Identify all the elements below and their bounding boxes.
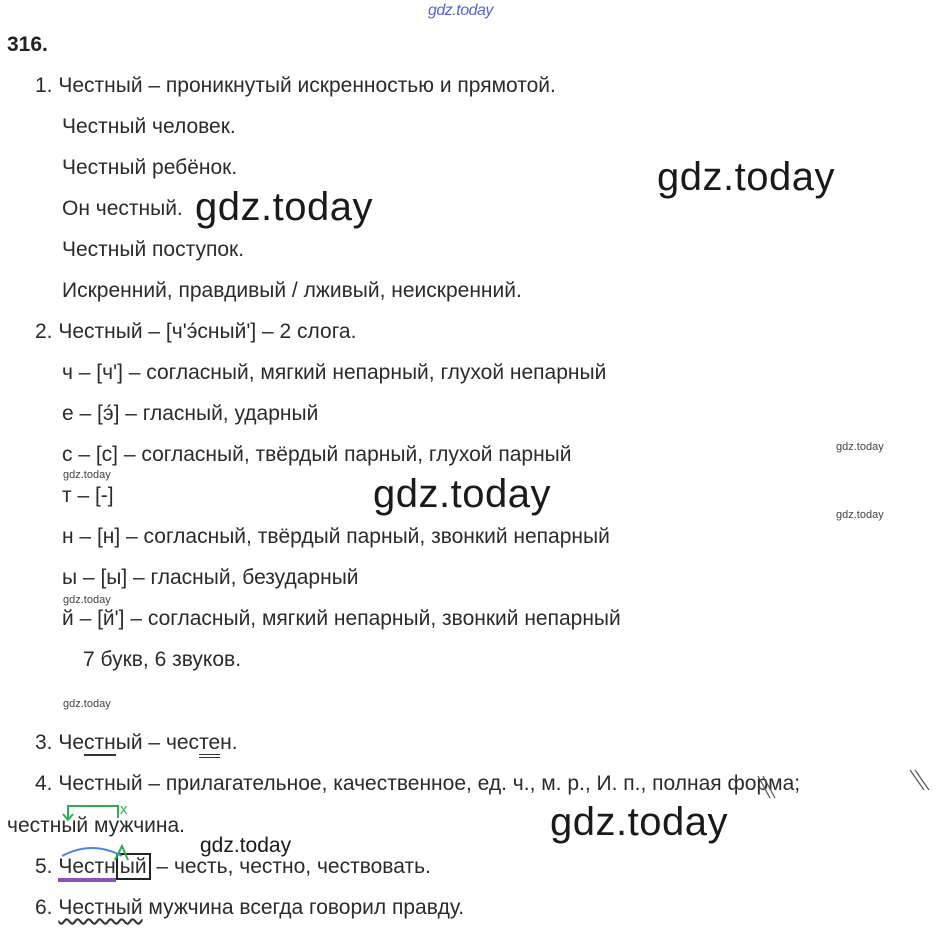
watermark-large: gdz.today [195, 185, 373, 229]
watermark-large: gdz.today [373, 472, 551, 516]
example-line: Честный человек. [62, 115, 236, 138]
phonetic-row: т – [-] [62, 484, 114, 507]
item-number: 3. [35, 731, 53, 754]
watermark-large: gdz.today [550, 800, 728, 844]
watermark-small: gdz.today [836, 441, 884, 453]
consonant-cluster-underlined: стн [84, 731, 116, 754]
synonyms-line: Искренний, правдивый / лживый, неискренний. [62, 279, 522, 302]
item-number: 1. [35, 74, 53, 97]
check-letters-underlined: те [199, 731, 220, 758]
phrase-line: честный мужчина. [7, 814, 185, 837]
dependent-mark: х [120, 801, 128, 818]
phonetic-row: н – [н] – согласный, твёрдый парный, звонкий непарный [62, 525, 610, 548]
word-ending: ый [116, 853, 151, 880]
item-number: 2. [35, 320, 53, 343]
dependency-arrow-icon [63, 806, 118, 820]
word-part: ый – чес [115, 731, 200, 754]
watermark-large: gdz.today [657, 155, 835, 199]
hatch-marks [758, 770, 929, 798]
word-part: Че [58, 731, 85, 754]
root-arc-icon [62, 848, 122, 856]
item-number: 6. [35, 896, 53, 919]
word-root: Честн [58, 855, 115, 882]
transcription-header: Честный – [ч'э́сный'] – 2 слога. [58, 320, 357, 343]
sentence-rest: мужчина всегда говорил правду. [142, 896, 465, 919]
task-number: 316. [7, 33, 48, 56]
subject-wavy-underline: Честный [58, 896, 143, 919]
letters-sounds-summary: 7 букв, 6 звуков. [83, 648, 242, 671]
watermark-small: gdz.today [836, 509, 884, 521]
watermark-small: gdz.today [63, 469, 111, 481]
phonetic-row: с – [с] – согласный, твёрдый парный, глухой парный [62, 443, 572, 466]
item-number: 4. [35, 772, 53, 795]
example-line: Честный поступок. [62, 238, 245, 261]
example-line: Он честный. [62, 197, 183, 220]
example-line: Честный ребёнок. [62, 156, 238, 179]
watermark-small: gdz.today [63, 698, 111, 710]
definition-text: Честный – проникнутый искренностью и прямотой. [58, 74, 556, 97]
watermark-medium: gdz.today [200, 834, 292, 857]
item-number: 5. [35, 855, 53, 878]
morphology-text: Честный – прилагательное, качественное, ед. ч., м. р., И. п., полная форма; [58, 772, 801, 795]
related-words: – честь, честно, чествовать. [150, 855, 431, 878]
phonetic-row: ы – [ы] – гласный, безударный [62, 566, 359, 589]
watermark-top: gdz.today [428, 2, 493, 19]
phonetic-row: е – [э́] – гласный, ударный [62, 402, 319, 425]
phonetic-row: ч – [ч'] – согласный, мягкий непарный, глухой непарный [62, 361, 607, 384]
watermark-small: gdz.today [63, 594, 111, 606]
word-part: н. [220, 731, 238, 754]
phonetic-row: й – [й'] – согласный, мягкий непарный, звонкий непарный [62, 607, 621, 630]
